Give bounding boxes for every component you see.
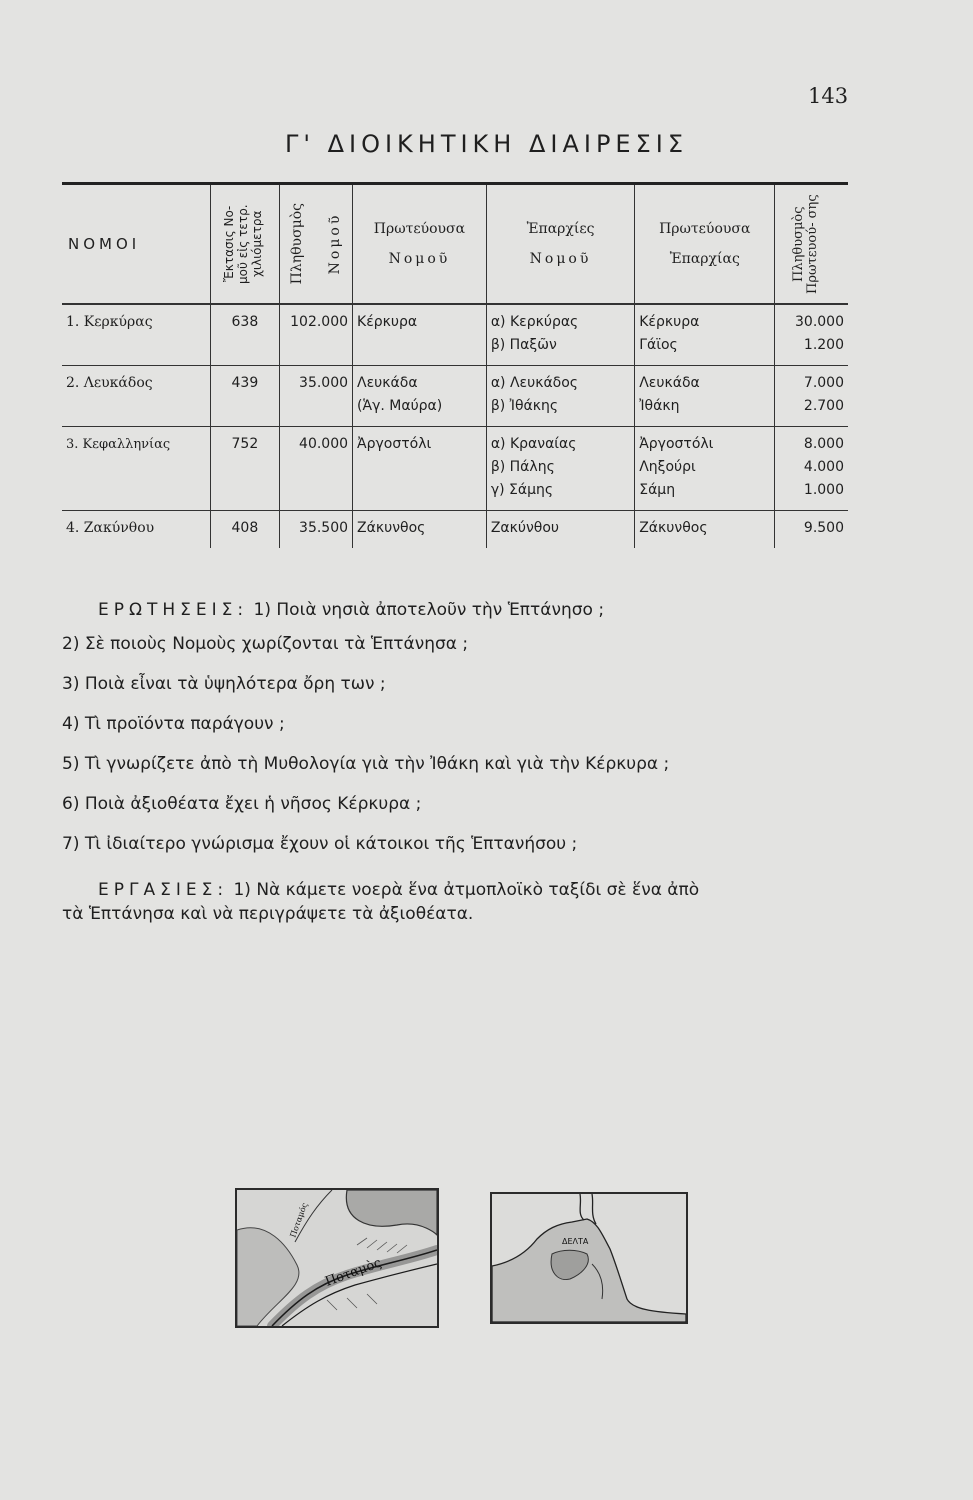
task-1: ΕΡΓΑΣΙΕΣ: 1) Νὰ κάμετε νοερὰ ἕνα ἀτμοπλοϊκὸ ταξίδι σὲ ἕνα ἀπὸ: [98, 880, 700, 900]
question-4: 4) Τὶ προϊόντα παράγουν ;: [62, 714, 285, 734]
population-value: 35.500: [279, 511, 352, 549]
eparchy-capitals-cell: Λευκάδα Ἰθάκη: [635, 366, 775, 427]
question-5: 5) Τὶ γνωρίζετε ἀπὸ τὴ Μυθολογία γιὰ τὴν Ἰθάκη καὶ γιὰ τὴν Κέρκυρα ;: [62, 754, 670, 774]
eparchies-cell: α) Κραναίας β) Πάλης γ) Σάμης: [486, 427, 634, 511]
area-value: 752: [210, 427, 279, 511]
nomos-name: 2. Λευκάδος: [62, 366, 210, 427]
questions-section: [62, 600, 862, 944]
area-value: 408: [210, 511, 279, 549]
eparchy-capitals-cell: Ζάκυνθος: [635, 511, 775, 549]
eparchy-capitals-cell: Ἀργοστόλι Ληξούρι Σάμη: [635, 427, 775, 511]
delta-map-drawing: [492, 1194, 686, 1322]
table-row: [62, 511, 848, 549]
question-2: 2) Σὲ ποιοὺς Νομοὺς χωρίζονται τὰ Ἑπτάνησα ;: [62, 634, 469, 654]
capital-pops-cell: 8.000 4.000 1.000: [775, 427, 848, 511]
eparchies-cell: α) Λευκάδος β) Ἰθάκης: [486, 366, 634, 427]
question-1: ΕΡΩΤΗΣΕΙΣ: 1) Ποιὰ νησιὰ ἀποτελοῦν τὴν Ἑπτάνησο ;: [98, 600, 605, 620]
table-row: [62, 427, 848, 511]
header-capital-eparchias: Πρωτεύουσα Ἐπαρχίας: [635, 185, 775, 304]
capital-pops-cell: 9.500: [775, 511, 848, 549]
eparchy-capitals-cell: Κέρκυρα Γάϊος: [635, 304, 775, 366]
header-eparchies: Ἐπαρχίες Νομοῦ: [486, 185, 634, 304]
capital-pops-cell: 7.000 2.700: [775, 366, 848, 427]
tributary-label: Ποταμός: [288, 1201, 310, 1239]
question-6: 6) Ποιὰ ἀξιοθέατα ἔχει ἡ νῆσος Κέρκυρα ;: [62, 794, 422, 814]
header-population: Πληθυσμὸς Νομοῦ: [279, 185, 352, 304]
area-value: 638: [210, 304, 279, 366]
population-value: 102.000: [279, 304, 352, 366]
question-7: 7) Τὶ ἰδιαίτερο γνώρισμα ἔχουν οἱ κάτοικοι τῆς Ἑπτανήσου ;: [62, 834, 578, 854]
delta-map: [490, 1192, 688, 1324]
header-capital-population: Πληθυσμὸς Πρωτευού- σης: [775, 185, 848, 304]
river-label: Ποταμὸς: [323, 1255, 384, 1290]
table-row: [62, 304, 848, 366]
table-header-row: [62, 185, 848, 304]
division-table: [62, 185, 848, 548]
task-1-continued: τὰ Ἑπτάνησα καὶ νὰ περιγράψετε τὰ ἀξιοθέατα.: [62, 904, 474, 924]
questions-label: ΕΡΩΤΗΣΕΙΣ:: [98, 600, 249, 620]
eparchies-cell: α) Κερκύρας β) Παξῶν: [486, 304, 634, 366]
capital-pops-cell: 30.000 1.200: [775, 304, 848, 366]
river-map: [235, 1188, 439, 1328]
capital-cell: Ζάκυνθος: [353, 511, 487, 549]
capital-cell: Ἀργοστόλι: [353, 427, 487, 511]
population-value: 40.000: [279, 427, 352, 511]
delta-label: ΔΕΛΤΑ: [562, 1237, 589, 1246]
eparchies-cell: Ζακύνθου: [486, 511, 634, 549]
nomos-name: 1. Κερκύρας: [62, 304, 210, 366]
page-number: 143: [808, 84, 849, 108]
tasks-label: ΕΡΓΑΣΙΕΣ:: [98, 880, 229, 900]
nomos-name: 4. Ζακύνθου: [66, 520, 155, 536]
capital-cell: Λευκάδα (Ἁγ. Μαύρα): [353, 366, 487, 427]
administrative-table: [62, 182, 848, 548]
nomos-name: 3. Κεφαλληνίας: [62, 427, 210, 511]
table-row: [62, 366, 848, 427]
area-value: 439: [210, 366, 279, 427]
page-title: Γ' ΔΙΟΙΚΗΤΙΚΗ ΔΙΑΙΡΕΣΙΣ: [284, 130, 689, 158]
river-map-drawing: [237, 1190, 437, 1326]
capital-cell: Κέρκυρα: [353, 304, 487, 366]
header-area: Ἔκτασις Νο- μοῦ εἰς τετρ. χιλιόμετρα: [210, 185, 279, 304]
header-nomoi: ΝΟΜΟΙ: [62, 185, 210, 304]
question-3: 3) Ποιὰ εἶναι τὰ ὑψηλότερα ὄρη των ;: [62, 674, 386, 694]
population-value: 35.000: [279, 366, 352, 427]
header-capital-nomou: Πρωτεύουσα Νομοῦ: [353, 185, 487, 304]
